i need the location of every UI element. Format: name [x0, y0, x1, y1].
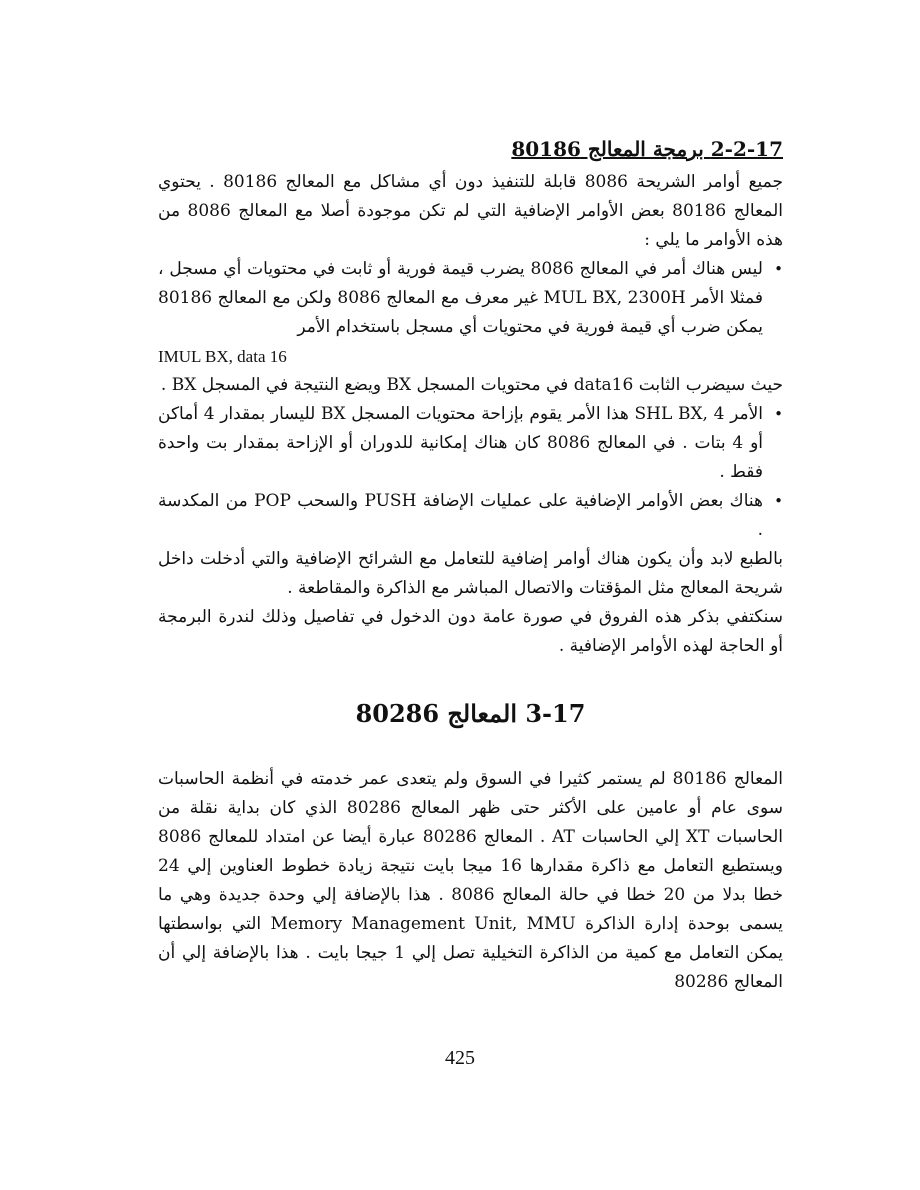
bullet-text-2: الأمر SHL BX, 4 هذا الأمر يقوم بإزاحة محتويات المسجل BX لليسار بمقدار 4 أماكن أو 4 بتات . في المعالج 8086 كان هناك إمكانية للدوران أو الإزاحة بمقدار بت واحدة فقط . — [158, 404, 764, 482]
paragraph-imul-explanation: حيث سيضرب الثابت data16 في محتويات المسجل BX ويضع النتيجة في المسجل BX . — [160, 375, 783, 395]
bullet-item-3 — [158, 487, 783, 545]
bullet-icon: • — [774, 492, 783, 510]
bullet-icon: • — [774, 405, 783, 423]
bullet-text-3: هناك بعض الأوامر الإضافية على عمليات الإضافة PUSH والسحب POP من المكدسة . — [158, 491, 763, 540]
paragraph-extra-instructions: بالطبع لابد وأن يكون هناك أوامر إضافية للتعامل مع الشرائح الإضافية والتي أدخلت داخل شريحة المعالج مثل المؤقتات والاتصال المباشر مع الذاكرة والمقاطعة . — [158, 549, 783, 598]
bullet-icon: • — [774, 260, 783, 278]
paragraph-80286: المعالج 80186 لم يستمر كثيرا في السوق ولم يتعدى عمر خدمته في أنظمة الحاسبات سوى عام أو عامين على الأكثر حتى ظهر المعالج 80286 الذي كان بداية نقلة من الحاسبات XT إلي الحاسبات AT . المعالج 80286 عبارة أيضا عن امتداد للمعالج 8086 ويستطيع التعامل مع ذاكرة مقدارها 16 ميجا بايت نتيجة زيادة خطوط العناوين إلي 24 خطا بدلا من 20 خطا في حالة المعالج 8086 . هذا بالإضافة إلي وحدة جديدة وهي ما يسمى بوحدة إدارة الذاكرة Memory Management Unit, MMU التي بواسطتها يمكن التعامل مع كمية من الذاكرة التخيلية تصل إلي 1 جيجا بايت . هذا بالإضافة إلي أن المعالج 80286 — [158, 769, 783, 992]
paragraph-summary: سنكتفي بذكر هذه الفروق في صورة عامة دون الدخول في تفاصيل وذلك لندرة البرمجة أو الحاجة لهذه الأوامر الإضافية . — [158, 607, 783, 656]
code-line-imul: IMUL BX, data 16 — [158, 347, 287, 366]
bullet-text-1: ليس هناك أمر في المعالج 8086 يضرب قيمة فورية أو ثابت في محتويات أي مسجل ، فمثلا الأمر MUL BX, 2300H غير معرف مع المعالج 8086 ولكن مع المعالج 80186 يمكن ضرب أي قيمة فورية في محتويات أي مسجل باستخدام الأمر — [158, 259, 763, 337]
paragraph-intro: جميع أوامر الشريحة 8086 قابلة للتنفيذ دون أي مشاكل مع المعالج 80186 . يحتوي المعالج 80186 بعض الأوامر الإضافية التي لم تكن موجودة أصلا مع المعالج 8086 من هذه الأوامر ما يلي : — [158, 172, 784, 250]
section-title-3-17: 3-17 المعالج 80286 — [355, 699, 586, 728]
section-title-2-2-17: 2-2-17 برمجة المعالج 80186 — [511, 137, 783, 161]
bullet-item-2 — [158, 400, 783, 487]
bullet-item-1 — [158, 255, 783, 342]
page-body — [158, 136, 783, 997]
page-number: 425 — [445, 1047, 475, 1069]
